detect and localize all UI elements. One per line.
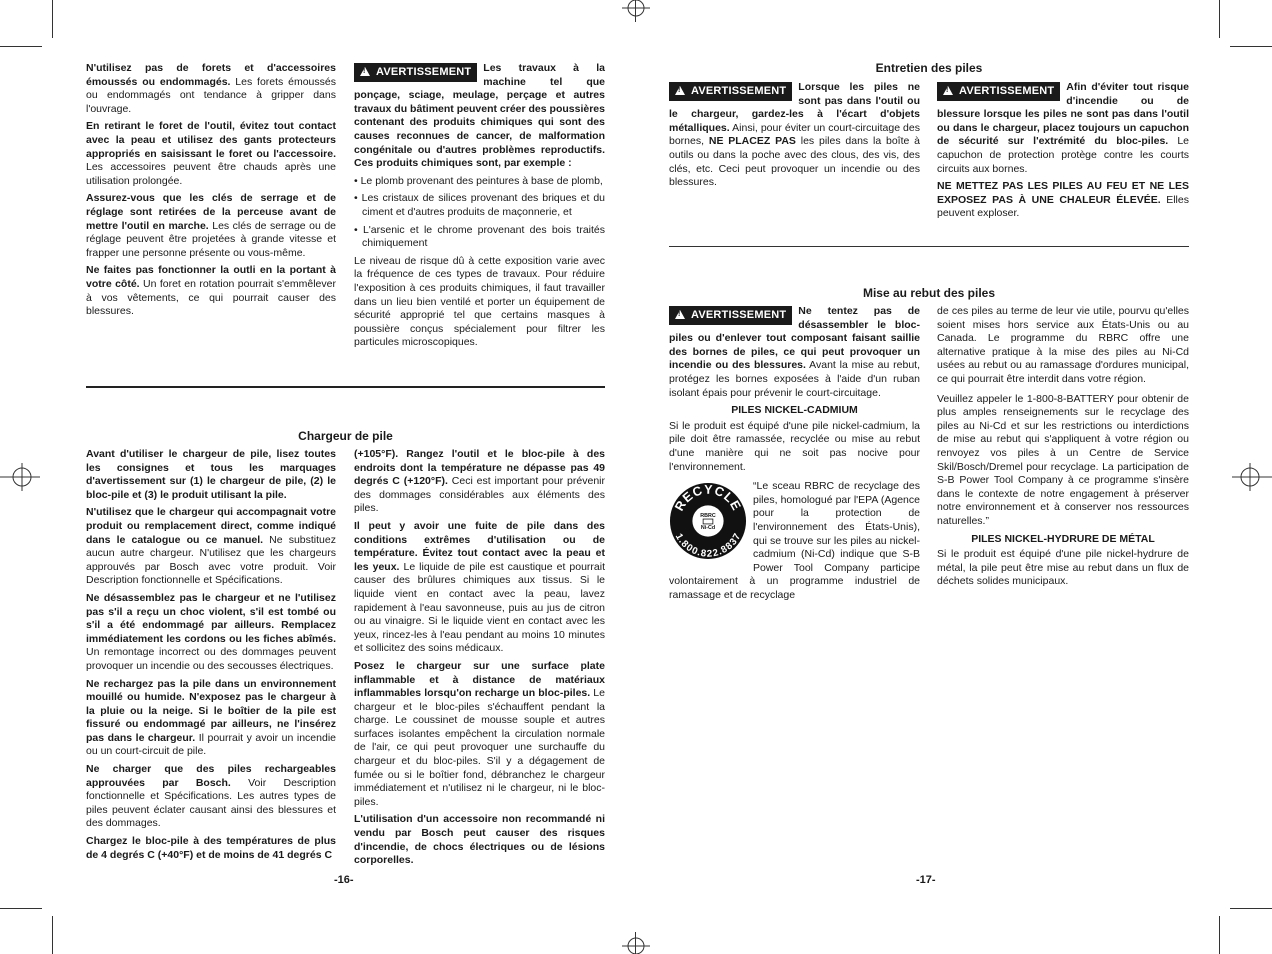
warning-triangle-icon (675, 86, 685, 95)
crop-mark (0, 46, 42, 47)
warning-triangle-icon (675, 310, 685, 319)
charger-column-1 (86, 448, 336, 866)
paragraph: Il peut y avoir une fuite de pile dans des conditions extrêmes d'utilisation ou de température. Évitez tout contact avec la peau et les yeux. Le liquide de pile est caustique et pourrait causer des brûlures chimiques aux tissus. Si le liquide vient en contact avec la peau, lavez rapidement à l'eau savonneuse, puis au jus de citron ou au vinaigre. Si le liquide vient en contact avec les yeux, rincez-les à l'eau pendant au moins 10 minutes et sollicitez des soins médicaux. (354, 519, 605, 655)
warning-badge: !AVERTISSEMENT (669, 306, 792, 325)
crop-mark (0, 908, 42, 909)
warning-badge: !AVERTISSEMENT (354, 63, 477, 82)
registration-mark (0, 463, 40, 491)
section-divider (669, 246, 1189, 247)
warning-badge: !AVERTISSEMENT (937, 82, 1060, 101)
page-number-left: -16- (334, 874, 354, 886)
entretien-column-2 (937, 81, 1189, 225)
paragraph: (+105°F). Rangez l'outil et le bloc-pile à des endroits dont la température ne dépasse pas 49 degrés C (+120°F). Ceci est important pour prévenir des dommages considérables aux éléments des piles. (354, 448, 605, 515)
registration-mark (622, 0, 650, 22)
crop-mark (52, 0, 53, 38)
paragraph: Ne faites pas fonctionner la outli en la portant à votre côté. Un foret en rotation pourrait s'emmêlever à vos vêtements, ce qui pourrait causer des blessures. (86, 264, 336, 318)
crop-mark (52, 916, 53, 954)
section-divider (86, 386, 605, 388)
paragraph: N'utilisez que le chargeur qui accompagnait votre produit ou remplacement direct, comme indiqué dans le catalogue ou ce manuel. Ne substituez aucun autre chargeur. N'utilisez que les chargeurs approuvés par Bosch avec votre produit. Voir Description fonctionnelle et Spécifications. (86, 506, 336, 587)
left-top-column-2 (354, 62, 605, 354)
page-number-right: -17- (916, 874, 936, 886)
list-item: • Le plomb provenant des peintures à base de plomb, (354, 174, 603, 187)
registration-mark (622, 934, 650, 954)
paragraph: En retirant le foret de l'outil, évitez tout contact avec la peau et utilisez des gants protecteurs appropriés en saisissant le foret ou l'accessoire. Les accessoires peuvent être chauds après une utilisation prolongée. (86, 120, 336, 187)
entretien-column-1 (669, 81, 920, 194)
paragraph: Posez le chargeur sur une surface plate inflammable et à distance de matériaux inflammables lorsqu'on recharge un bloc-piles. Le chargeur et le bloc-piles s'échauffent pendant la charge. Le coussinet de mousse souple et autres surfaces isolantes empêchent la circulation normale de l'air, ce qui peut provoquer une surchauffe du chargeur et du bloc-piles. S'il y a dégagement de fumée ou si le boîtier fond, débranchez le chargeur immédiatement et n'utilisez ni le chargeur, ni le bloc-piles. (354, 659, 605, 808)
paragraph: L'utilisation d'un accessoire non recommandé ni vendu par Bosch peut causer des risques d'incendie, de chocs électriques ou de lésions corporelles. (354, 813, 605, 867)
paragraph: Chargez le bloc-pile à des températures de plus de 4 degrés C (+40°F) et de moins de 41 degrés C (86, 835, 336, 861)
warning-paragraph: !AVERTISSEMENT Ne tentez pas de désassembler le bloc-piles ou d'enlever tout composant faisant saillie des bornes de piles, ce qui peut provoquer un incendie ou des blessures. Avant la mise au rebut, protégez les bornes exposées à l'aide d'un ruban isolant épais pour prévenir le court-circuitage. (669, 305, 920, 400)
paragraph: Ne charger que des piles rechargeables approuvées par Bosch. Voir Description fonctionnelle et Spécifications. Les autres types de piles peuvent éclater causant ainsi des blessures et des dommages. (86, 763, 337, 830)
section-title-entretien: Entretien des piles (875, 61, 983, 75)
warning-paragraph: !AVERTISSEMENT Les travaux à la machine tel que ponçage, sciage, meulage, perçage et autres travaux du bâtiment peuvent créer des poussières contenant des produits chimiques qui sont des causes reconnues de cancer, de malformation congénitale ou d'autres problèmes reproductifs. Ces produits chimiques sont, par exemple : (354, 62, 605, 171)
rbrc-recycle-seal-icon (669, 482, 747, 560)
list-item: • Les cristaux de silices provenant des briques et du ciment et d'autres produits de maçonnerie, et (354, 192, 605, 218)
crop-mark (1219, 916, 1220, 954)
crop-mark (1230, 908, 1272, 909)
registration-mark (1232, 463, 1272, 491)
section-title-chargeur: Chargeur de pile (298, 429, 393, 443)
paragraph: Avant d'utiliser le chargeur de pile, lisez toutes les consignes et tous les marquages d'avertissement sur (1) le chargeur de pile, (2) le bloc-pile et (3) le produit utilisant la pile. (86, 448, 336, 501)
subheading: PILES NICKEL-CADMIUM (731, 404, 858, 417)
seal-inner-text: RBRC (700, 513, 716, 520)
seal-inner-text: Ni-Cd (700, 524, 716, 531)
crop-mark (1230, 46, 1272, 47)
paragraph: Si le produit est équipé d'une pile nickel-hydrure de métal, la pile peut être mise au rebut dans un flux de déchets solides municipaux. (937, 548, 1189, 588)
crop-mark (1219, 0, 1220, 38)
list-item: • L'arsenic et le chrome provenant des bois traités chimiquement (354, 223, 605, 250)
rebut-column-2 (937, 305, 1189, 593)
seal-bottom-text: 1.800.822.8837 (672, 531, 744, 560)
charger-column-2 (354, 448, 605, 872)
paragraph: RECYCLE 1.800.822.8837 RBRC Ni-Cd “Le sceau RBRC de recyclage des piles, homologué par l'EPA (Agence pour la protection de l'environnement des États-Unis), qui se trouve sur les piles au nickel-cadmium (Ni-Cd) indique que S-B Power Tool Company participe volontairement à un programme industriel de ramassage et de recyclage (669, 480, 920, 601)
left-top-column-1 (86, 62, 336, 323)
section-title-rebut: Mise au rebut des piles (862, 286, 996, 300)
paragraph: Assurez-vous que les clés de serrage et de réglage sont retirées de la perceuse avant de mettre l'outil en marche. Les clés de serrage ou de réglage peuvent être projetées à grande vitesse et frapper une personne présente ou vous-même. (86, 192, 336, 259)
warning-paragraph: !AVERTISSEMENT Afin d'éviter tout risque d'incendie ou de blessure lorsque les piles ne sont pas dans l'outil ou dans le chargeur, placez toujours un capuchon de sécurité sur l'extrémité du bloc-piles. Le capuchon de protection protège contre les courts circuits aux bornes. (937, 81, 1189, 176)
paragraph: Ne désassemblez pas le chargeur et ne l'utilisez pas s'il a reçu un choc violent, s'il est tombé ou s'il a été endommagé par ailleurs. Remplacez immédiatement les cordons ou les fiches abîmés. Un remontage incorrect ou des dommages peuvent provoquer un incendie ou des secousses électriques. (86, 591, 336, 672)
paragraph: de ces piles au terme de leur vie utile, pourvu qu'elles soient mises hors service aux États-Unis ou au Canada. Le programme du RBRC offre une alternative pratique à la mise des piles au Ni-Cd usées au rebut ou au ramassage d'ordures municipal, ce qui pourrait être interdit dans votre région. (937, 305, 1189, 385)
paragraph: N'utilisez pas de forets et d'accessoires émoussés ou endommagés. Les forets émoussés ou endommagés ont tendance à gripper dans l'ouvrage. (86, 62, 336, 115)
seal-top-text: RECYCLE (672, 482, 744, 514)
paragraph: Veuillez appeler le 1-800-8-BATTERY pour obtenir de plus amples renseignements sur le recyclage des piles au Ni-Cd et sur les restrictions ou interdictions de mise au rebut qui s'appliquent à votre région ou renvoyez vos piles à un Centre de Service Skil/Bosch/Dremel pour recyclage. La participation de S-B Power Tool Company à ce programme s'insère dans le contexte de notre engagement à préserver notre environnement et à conserver nos ressources naturelles.” (937, 392, 1189, 527)
warning-paragraph: !AVERTISSEMENT Lorsque les piles ne sont pas dans l'outil ou le chargeur, gardez-les à l'écart d'objets métalliques. Ainsi, pour éviter un court-circuitage des bornes, NE PLACEZ PAS les piles dans la boîte à outils ou dans la poche avec des clous, des vis, des clés, etc. Ceci peut provoquer un incendie ou des blessures. (669, 81, 920, 190)
subheading: PILES NICKEL-HYDRURE DE MÉTAL (971, 532, 1155, 545)
warning-badge: !AVERTISSEMENT (669, 82, 792, 101)
paragraph: Ne rechargez pas la pile dans un environnement mouillé ou humide. N'exposez pas le chargeur à la pluie ou la neige. Si le boîtier de la pile est fissuré ou endommagé par ailleurs, ne l'insérez pas dans le chargeur. Il pourrait y avoir un incendie ou un court-circuit de pile. (86, 677, 336, 758)
warning-triangle-icon (360, 67, 370, 76)
warning-triangle-icon (943, 86, 953, 95)
paragraph: NE METTEZ PAS LES PILES AU FEU ET NE LES EXPOSEZ PAS À UNE CHALEUR ÉLEVÉE. Elles peuvent exploser. (937, 180, 1189, 220)
paragraph: Le niveau de risque dû à cette exposition varie avec la fréquence de ces types de travaux. Pour réduire l'exposition à ces produits chimiques, il faut travailler dans un lieu bien ventilé et porter un équipement de sécurité approprié tel que certains masques à poussière conçus spécialement pour filtrer les particules microscopiques. (354, 254, 605, 349)
rebut-column-1 (669, 305, 920, 606)
paragraph: Si le produit est équipé d'une pile nickel-cadmium, la pile doit être ramassée, recyclée ou mise au rebut d'une manière qui ne soit pas nocive pour l'environnement. (669, 419, 920, 473)
